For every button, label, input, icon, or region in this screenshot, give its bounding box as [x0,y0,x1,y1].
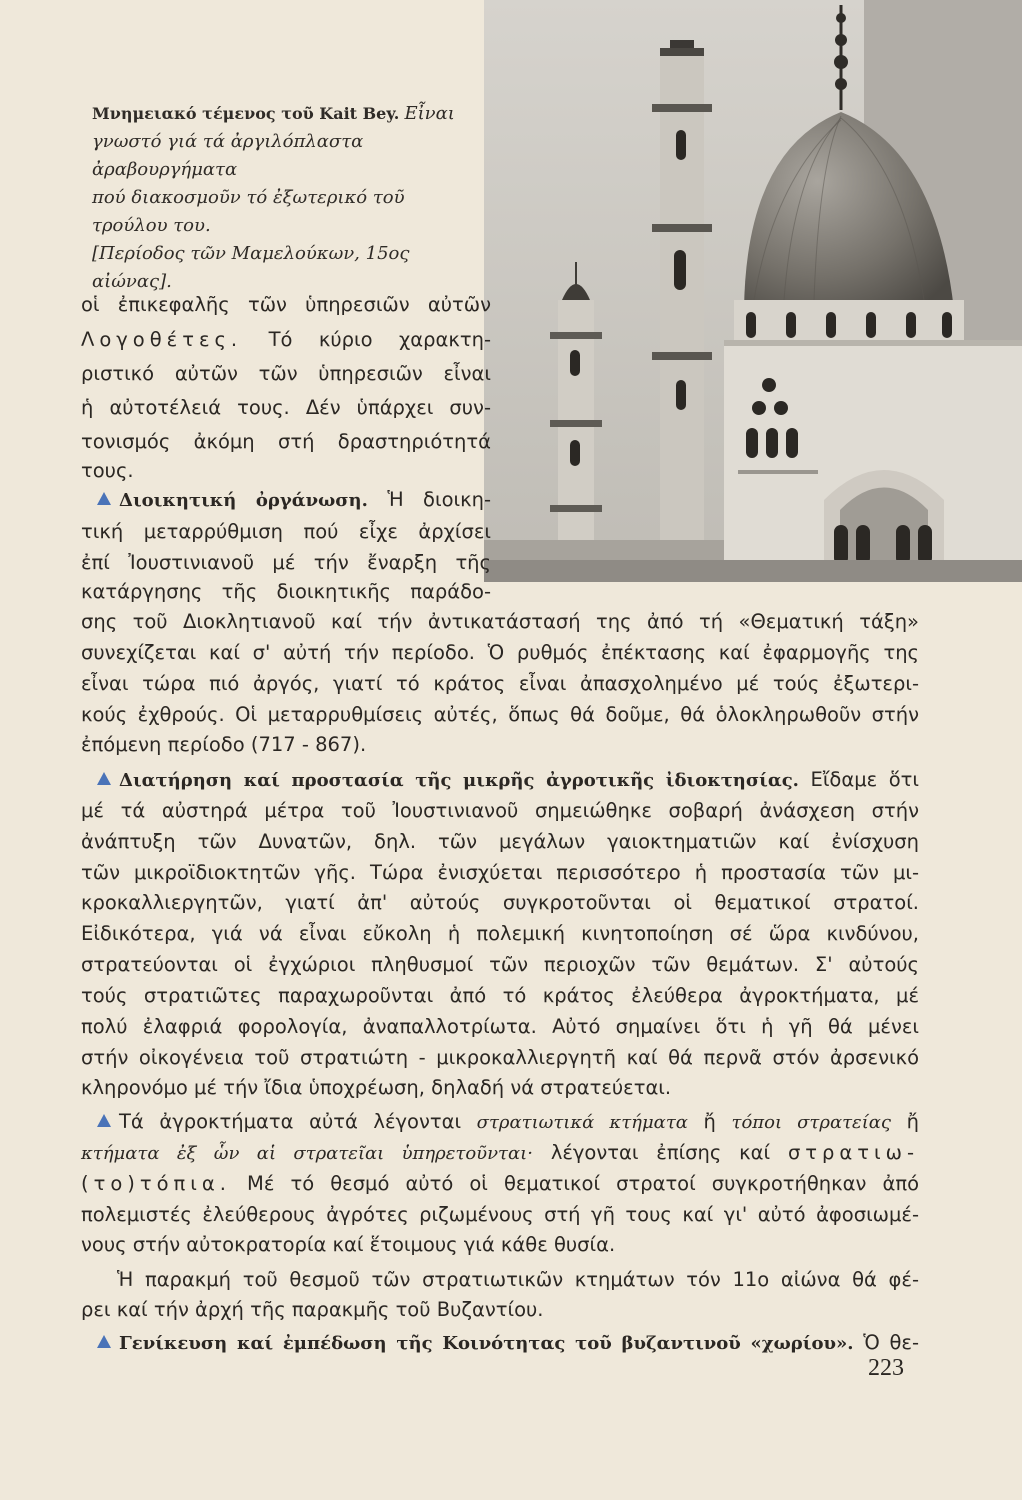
text-line: μέ τά αὐστηρά μέτρα τοῦ Ἰουστινιανοῦ σημειώθηκε σοβαρή ἀνάσχεση στήν [81,799,919,822]
text-line: ἀνάπτυξη τῶν Δυνατῶν, δηλ. τῶν μεγάλων γαιοκτηματιῶν καί ἐνίσχυση [81,830,919,853]
section-heading: Γενίκευση καί ἐμπέδωση τῆς Κοινότητας τοῦ βυζαντινοῦ «χωρίου». [119,1333,854,1354]
italic-term: στρατιωτικά κτήματα [476,1112,688,1133]
text-line: οἱ ἐπικεφαλῆς τῶν ὑπηρεσιῶν αὐτῶν [81,293,491,316]
text-line: τούς στρατιῶτες παραχωροῦνται ἀπό τό κράτος ἐλεύθερα ἀγροκτήματα, μέ [81,984,919,1007]
caption-italic: Εἶναι [404,103,455,124]
text-line [97,766,919,795]
text-line: εἶναι τώρα πιό ἀργός, γιατί τό κράτος εἶναι ἀπασχολημένο μέ τούς ἐξωτερι- [81,672,919,695]
text-line [97,486,491,515]
text-line: τονισμός ἀκόμη στή δραστηριότητά [81,430,491,453]
section-heading: Διοικητική ὀργάνωση. [119,490,368,511]
triangle-bullet-icon [97,492,111,505]
text-span: ἤ [906,1110,919,1133]
text-line [97,1108,919,1137]
text-span: λέγονται ἐπίσης καί [550,1141,771,1164]
text-line: ἡ αὐτοτέλειά τους. Δέν ὑπάρχει συν- [81,396,491,419]
mosque-illustration [484,0,1022,582]
text-span: ἤ [703,1110,716,1133]
italic-term: κτήματα ἐξ ὧν αἱ στρατεῖαι ὑπηρετοῦνται· [81,1143,533,1164]
triangle-bullet-icon [97,1335,111,1348]
text-line: τῶν μικροϊδιοκτητῶν γῆς. Τώρα ἐνισχύεται περισσότερο ἡ προστασία τῶν μι- [81,861,919,884]
text-line: σης τοῦ Διοκλητιανοῦ καί τήν ἀντικατάστασή της ἀπό τή «Θεματική τάξη» [81,610,919,633]
text-span: Ἡ διοικη- [387,488,491,511]
text-line: στρατεύονται οἱ ἐγχώριοι πληθυσμοί τῶν περιοχῶν τῶν θεμάτων. Σ' αὐτούς [81,953,919,976]
photo-caption [92,100,484,296]
text-line: συνεχίζεται καί σ' αὐτή τήν περίοδο. Ὁ ρυθμός ἐπέκτασης καί ἐφαρμογῆς της [81,641,919,664]
caption-line [92,100,484,128]
triangle-bullet-icon [97,1114,111,1127]
caption-line: [Περίοδος τῶν Μαμελούκων, 15ος αἰώνας]. [92,243,410,292]
text-span: Εἴδαμε ὅτι [810,768,919,791]
text-span: Ὁ θε- [863,1331,919,1354]
text-line: τική μεταρρύθμιση πού εἶχε ἀρχίσει [81,520,491,543]
text-span: Τό κύριο χαρακτη- [268,328,491,351]
text-line: Ἡ παρακμή τοῦ θεσμοῦ τῶν στρατιωτικῶν κτημάτων τόν 11ο αἰώνα θά φέ- [117,1268,919,1291]
text-line: Εἰδικότερα, γιά νά εἶναι εὔκολη ἡ πολεμική κινητοποίηση σέ ὥρα κινδύνου, [81,922,919,945]
text-line: κατάργησης τῆς διοικητικῆς παράδο- [81,580,491,603]
text-line: κροκαλλιεργητῶν, γιατί ἀπ' αὐτούς συγκροτοῦνται οἱ θεματικοί στρατοί. [81,891,919,914]
text-line [81,1139,919,1168]
text-line: κληρονόμο μέ τήν ἴδια ὑποχρέωση, δηλαδή νά στρατεύεται. [81,1076,672,1099]
text-line: πολεμιστές ἐλεύθερους ἀγρότες ριζωμένους στή γῆ τους καί γι' αὐτό ἀφοσιωμέ- [81,1203,919,1226]
spaced-term: Λογοθέτες. [81,328,243,351]
text-span: Μέ τό θεσμό αὐτό οἱ θεματικοί στρατοί συγκροτήθηκαν ἀπό [247,1172,919,1195]
text-line: στήν οἰκογένεια τοῦ στρατιώτη - μικροκαλλιεργητῆ καί θά περνᾶ στόν ἀρσενικό [81,1046,919,1069]
triangle-bullet-icon [97,772,111,785]
section-heading: Διατήρηση καί προστασία τῆς μικρῆς ἀγροτικῆς ἰδιοκτησίας. [119,770,799,791]
spaced-term: (το)τόπια. [81,1172,231,1195]
text-line [97,1329,919,1358]
text-line: κούς ἐχθρούς. Οἱ μεταρρυθμίσεις αὐτές, ὅπως θά δοῦμε, θά ὁλοκληρωθοῦν στήν [81,703,919,726]
mosque-photo [484,0,1022,582]
text-line [81,1170,919,1198]
text-line: πολύ ἐλαφριά φορολογία, ἀναπαλλοτρίωτα. Αὐτό σημαίνει ὅτι ἡ γῆ θά μένει [81,1015,919,1038]
text-line: τους. [81,459,134,482]
text-line [81,326,491,354]
text-span: Τά ἀγροκτήματα αὐτά λέγονται [119,1110,462,1133]
caption-lead: Μνημειακό τέμενος τοῦ Kait Bey. [92,104,400,123]
text-line: ριστικό αὐτῶν τῶν ὑπηρεσιῶν εἶναι [81,362,491,385]
spaced-term: στρατιω- [787,1141,919,1164]
caption-line: πού διακοσμοῦν τό ἐξωτερικό τοῦ τρούλου του. [92,187,405,236]
text-line: ἐπόμενη περίοδο (717 - 867). [81,733,367,756]
italic-term: τόποι στρατείας [731,1112,892,1133]
text-line: νους στήν αὐτοκρατορία καί ἕτοιμους γιά κάθε θυσία. [81,1233,616,1256]
page-number: 223 [868,1355,904,1381]
caption-line: γνωστό γιά τά ἀργιλόπλαστα ἀραβουργήματα [92,131,364,180]
text-line: ρει καί τήν ἀρχή τῆς παρακμῆς τοῦ Βυζαντίου. [81,1298,544,1321]
text-line: ἐπί Ἰουστινιανοῦ μέ τήν ἔναρξη τῆς [81,551,491,574]
